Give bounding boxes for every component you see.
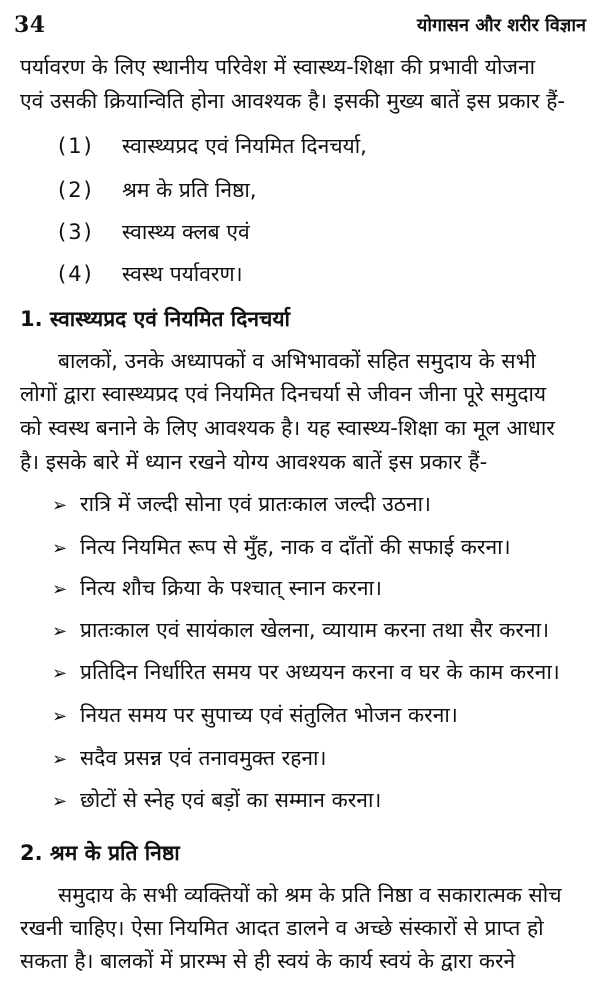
page-header xyxy=(14,10,586,40)
list-item-text: स्वास्थ्यप्रद एवं नियमित दिनचर्या, xyxy=(122,134,367,158)
arrow-bullet-icon: ➢ xyxy=(52,621,68,642)
list-number: (1) xyxy=(58,134,94,158)
section-heading: 2. श्रम के प्रति निष्ठा xyxy=(20,841,180,865)
bullet-item xyxy=(52,494,431,515)
list-item-text: स्वस्थ पर्यावरण। xyxy=(122,262,243,286)
arrow-bullet-icon: ➢ xyxy=(52,791,68,812)
list-number: (2) xyxy=(58,178,94,202)
paragraph-line: बालकों, उनके अध्यापकों व अभिभावकों सहित समुदाय के सभी xyxy=(58,349,536,373)
page-number: 34 xyxy=(14,12,46,38)
paragraph-line: है। इसके बारे में ध्यान रखने योग्य आवश्यक बातें इस प्रकार हैं- xyxy=(20,450,488,474)
running-head: योगासन और शरीर विज्ञान xyxy=(416,15,586,36)
arrow-bullet-icon: ➢ xyxy=(52,538,68,559)
arrow-bullet-icon: ➢ xyxy=(52,579,68,600)
bullet-text: छोटों से स्नेह एवं बड़ों का सम्मान करना। xyxy=(80,788,382,812)
arrow-bullet-icon: ➢ xyxy=(52,706,68,727)
bullet-text: रात्रि में जल्दी सोना एवं प्रातःकाल जल्दी उठना। xyxy=(80,492,431,516)
intro-line: पर्यावरण के लिए स्थानीय परिवेश में स्वास्थ्य-शिक्षा की प्रभावी योजना xyxy=(20,55,536,79)
bullet-text: नित्य शौच क्रिया के पश्चात् स्नान करना। xyxy=(80,576,382,600)
bullet-item xyxy=(52,537,511,558)
bullet-item xyxy=(52,578,382,599)
paragraph-line: रखनी चाहिए। ऐसा नियमित आदत डालने व अच्छे संस्कारों से प्राप्त हो xyxy=(20,916,544,940)
numbered-list-item xyxy=(58,264,243,285)
numbered-list-item xyxy=(58,222,250,243)
intro-line: एवं उसकी क्रियान्विति होना आवश्यक है। इसकी मुख्य बातें इस प्रकार हैं- xyxy=(20,89,565,113)
arrow-bullet-icon: ➢ xyxy=(52,749,68,770)
bullet-text: प्रतिदिन निर्धारित समय पर अध्ययन करना व घर के काम करना। xyxy=(80,660,560,684)
bullet-item xyxy=(52,620,549,641)
list-item-text: श्रम के प्रति निष्ठा, xyxy=(122,178,257,202)
bullet-text: नियत समय पर सुपाच्य एवं संतुलित भोजन करना। xyxy=(80,703,458,727)
paragraph-line: सकता है। बालकों में प्रारम्भ से ही स्वयं के कार्य स्वयं के द्वारा करने xyxy=(20,949,516,973)
paragraph-line: को स्वस्थ बनाने के लिए आवश्यक है। यह स्वास्थ्य-शिक्षा का मूल आधार xyxy=(20,416,555,440)
bullet-item xyxy=(52,790,381,811)
bullet-text: प्रातःकाल एवं सायंकाल खेलना, व्यायाम करना तथा सैर करना। xyxy=(80,618,550,642)
bullet-text: सदैव प्रसन्न एवं तनावमुक्त रहना। xyxy=(80,746,327,770)
bullet-item xyxy=(52,705,458,726)
paragraph-line: समुदाय के सभी व्यक्तियों को श्रम के प्रति निष्ठा व सकारात्मक सोच xyxy=(58,883,562,907)
arrow-bullet-icon: ➢ xyxy=(52,495,68,516)
arrow-bullet-icon: ➢ xyxy=(52,663,68,684)
list-number: (3) xyxy=(58,220,94,244)
section-heading: 1. स्वास्थ्यप्रद एवं नियमित दिनचर्या xyxy=(20,307,290,331)
bullet-item xyxy=(52,748,326,769)
list-number: (4) xyxy=(58,262,94,286)
bullet-text: नित्य नियमित रूप से मुँह, नाक व दाँतों की सफाई करना। xyxy=(80,535,511,559)
bullet-item xyxy=(52,662,560,683)
list-item-text: स्वास्थ्य क्लब एवं xyxy=(122,220,250,244)
numbered-list-item xyxy=(58,136,367,157)
paragraph-line: लोगों द्वारा स्वास्थ्यप्रद एवं नियमित दिनचर्या से जीवन जीना पूरे समुदाय xyxy=(20,382,547,406)
numbered-list-item xyxy=(58,180,257,201)
